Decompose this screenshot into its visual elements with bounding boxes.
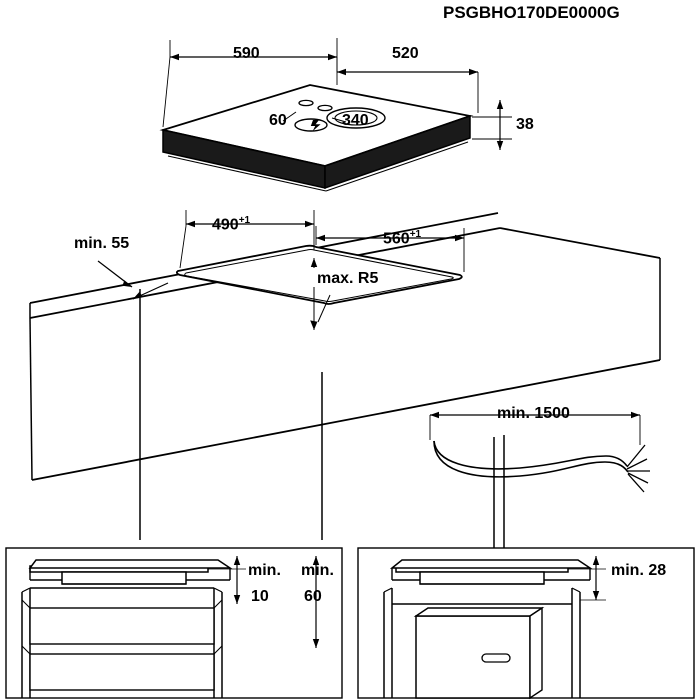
power-cable-view (430, 412, 650, 492)
dimension-min-gap-label-3: min. 28 (611, 562, 667, 579)
dimension-cutout-depth-value: 490 (212, 216, 239, 234)
dimension-depth-total: 520 (392, 45, 419, 62)
dimension-min-gap-label-1: min. (248, 562, 281, 579)
dimension-max-radius: max. R5 (317, 270, 379, 287)
dimension-cutout-depth (212, 216, 250, 233)
dimension-burner-small: 60 (269, 112, 287, 129)
hob-overview-view (163, 38, 512, 191)
dimension-min-gap-value-1: 10 (251, 588, 269, 605)
dimension-thickness: 38 (516, 116, 534, 133)
dimension-min-gap-label-2: min. (301, 562, 334, 579)
worktop-cutout-view (30, 210, 660, 548)
dimension-cable-length: min. 1500 (497, 405, 570, 422)
cabinet-section-left-view (6, 548, 342, 698)
dimension-cutout-width (383, 230, 421, 247)
dimension-cutout-depth-tolerance: +1 (238, 215, 251, 226)
dimension-cutout-width-value: 560 (383, 230, 410, 248)
dimension-burner-large: 340 (342, 112, 369, 129)
dimension-cutout-width-tolerance: +1 (409, 229, 422, 240)
drawing-code: PSGBHO170DE0000G (443, 3, 620, 22)
dimension-min-gap-value-2: 60 (304, 588, 322, 605)
dimension-width-total: 590 (233, 45, 260, 62)
dimension-min-rear: min. 55 (74, 235, 130, 252)
